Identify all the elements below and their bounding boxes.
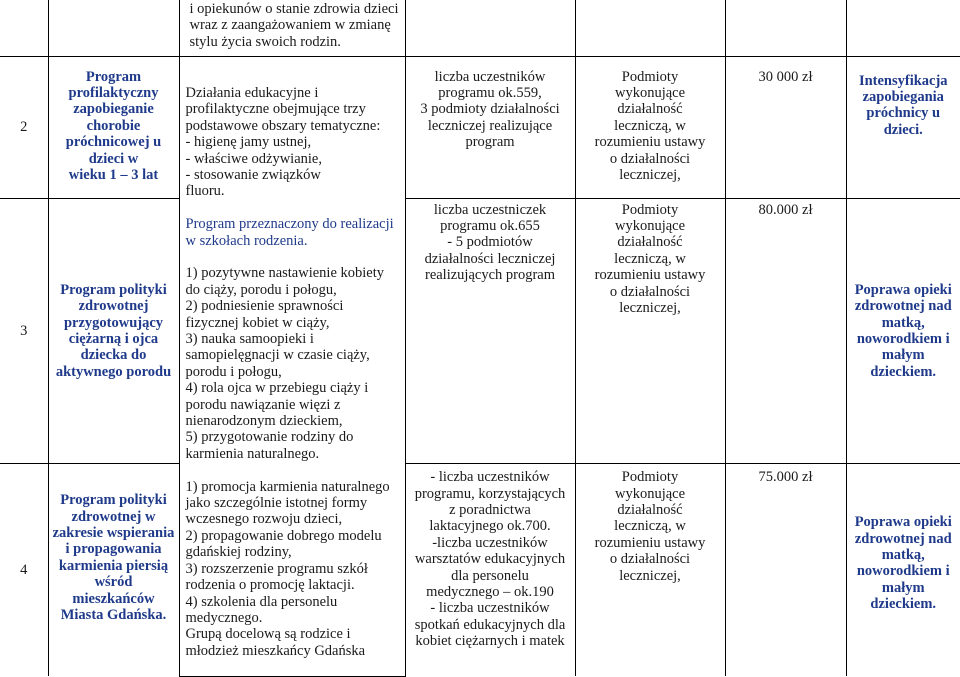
actions-text-row2: Działania edukacyjne i profilaktyczne obejmujące trzy podstawowe obszary tematyczne: - higienę jamy ustnej, - właściwe odżywianie, - stosowanie związków fluoru. <box>185 84 381 200</box>
amount: 75.000 zł <box>725 464 846 676</box>
table-row <box>0 198 960 464</box>
amount: 30 000 zł <box>725 56 846 198</box>
goal: Poprawa opieki zdrowotnej nad matką, noworodkiem i małym dzieckiem. <box>846 198 960 464</box>
entities: Podmioty wykonujące działalność leczniczą, w rozumieniu ustawy o działalności leczniczej, <box>575 198 725 464</box>
row-number: 3 <box>0 198 48 464</box>
program-name: Program polityki zdrowotnej w zakresie wspierania i propagowania karmienia piersią wśród mieszkańców Miasta Gdańska. <box>48 464 179 676</box>
goal: Intensyfikacja zapobiegania próchnicy u dzieci. <box>846 56 960 198</box>
row-number: 4 <box>0 464 48 676</box>
program-name: Program profilaktyczny zapobieganie chorobie próchnicowej u dzieci w wieku 1 – 3 lat <box>48 56 179 198</box>
entities: Podmioty wykonujące działalność leczniczą, w rozumieniu ustawy o działalności leczniczej, <box>575 464 725 676</box>
actions-text-row3: 1) pozytywne nastawienie kobiety do ciąży, porodu i połogu, 2) podniesienie sprawności fizycznej kobiet w ciąży, 3) nauka samoopieki i samopielęgnacji w czasie ciąży, porodu i połogu, 4) rola ojca w przebiegu ciąży i porodu nawiązanie więzi z nienarodzonym dzieckiem, 5) przygotowanie rodziny do karmienia naturalnego. <box>185 265 385 462</box>
participants: - liczba uczestników programu, korzystających z poradnictwa laktacyjnego ok.700. -liczba uczestników warsztatów edukacyjnych dla personelu medycznego – ok.190 - liczba uczestników spotkań edukacyjnych dla kobiet ciężarnych i matek <box>405 464 575 676</box>
program-name: Program polityki zdrowotnej przygotowujący ciężarną i ojca dziecka do aktywnego porodu <box>48 198 179 464</box>
table-row <box>0 464 960 676</box>
entities: Podmioty wykonujące działalność leczniczą, w rozumieniu ustawy o działalności leczniczej, <box>575 56 725 198</box>
amount: 80.000 zł <box>725 198 846 464</box>
continuation-text: i opiekunów o stanie zdrowia dzieci wraz z zaangażowaniem w zmianę stylu życia swoich rodzin. <box>179 0 405 56</box>
participants: liczba uczestniczek programu ok.655 - 5 podmiotów działalności leczniczej realizujących program <box>405 198 575 464</box>
row-number: 2 <box>0 56 48 198</box>
goal: Poprawa opieki zdrowotnej nad matką, noworodkiem i małym dzieckiem. <box>846 464 960 676</box>
actions-text-row4: 1) promocja karmienia naturalnego jako szczególnie istotnej formy wczesnego rozwoju dzieci, 2) propagowanie dobrego modelu gdańskiej rodziny, 3) rozszerzenie programu szkół rodzenia o promocję laktacji. 4) szkolenia dla personelu medycznego. Grupą docelową są rodzice i młodzież mieszkańcy Gdańska <box>185 478 390 659</box>
participants: liczba uczestników programu ok.559, 3 podmioty działalności leczniczej realizujące program <box>405 56 575 198</box>
actions-cell <box>179 56 405 676</box>
table-row <box>0 56 960 198</box>
actions-note: Program przeznaczony do realizacji w szkołach rodzenia. <box>185 216 394 249</box>
continuation-row <box>0 0 960 56</box>
